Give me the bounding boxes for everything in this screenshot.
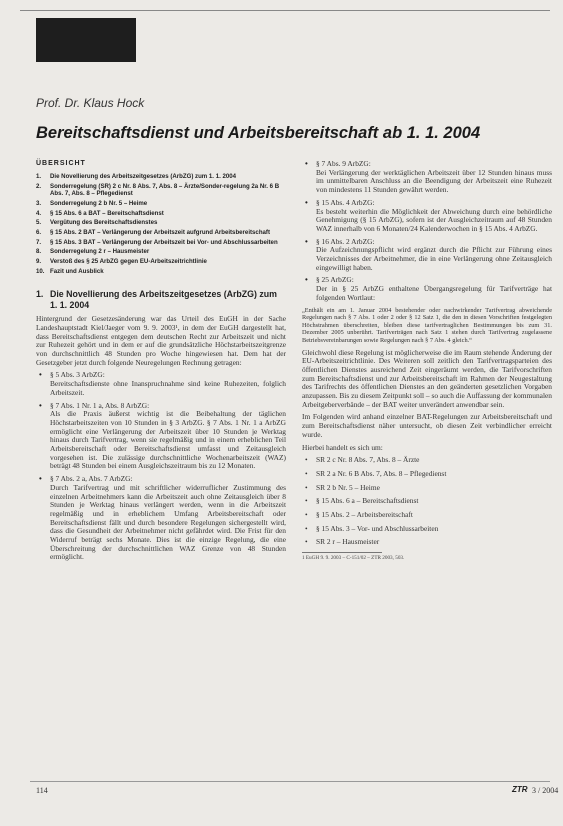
bullet-item: • § 7 Abs. 9 ArbZG: Bei Verlängerung der werktäglichen Arbeitszeit über 12 Stunden hinaus muss im unmittelbaren Anschluss an die Beendigung der Arbeitszeit eine Ruhezeit von mindestens 11 Stunden gewährt werden. xyxy=(305,159,552,195)
block-quote: „Enthält ein am 1. Januar 2004 bestehender oder nachwirkender Tarifvertrag abweichende Regelungen nach § 7 Abs. 1 oder 2 oder § 12 Satz 1, die den in diesen Vorschriften festgelegten Höchstrahmen überschreiten, bleiben diese tarifvertraglichen Bestimmungen bis zum 31. Dezember 2005 unberührt. Tarifverträgen nach Satz 1 stehen durch Tarifvertrag zugelassene Betriebsvereinbarungen sowie Regelungen nach § 7 Abs. 4 gleich.“ xyxy=(302,306,552,344)
section-bullets xyxy=(36,371,286,562)
overview-item: 1. Die Novellierung des Arbeitszeitgesetzes (ArbZG) zum 1. 1. 2004 xyxy=(36,173,237,180)
list-item: • SR 2 c Nr. 8 Abs. 7, Abs. 8 – Ärzte xyxy=(305,455,420,465)
header-black-block xyxy=(36,18,136,62)
overview-item: 10. Fazit und Ausblick xyxy=(36,267,104,275)
right-bullets xyxy=(302,160,552,303)
list-item: • § 15 Abs. 6 a – Bereitschaftsdienst xyxy=(305,496,419,506)
author-name: Prof. Dr. Klaus Hock xyxy=(36,96,145,110)
bullet-item: • § 16 Abs. 2 ArbZG: Die Aufzeichnungspflicht wird ergänzt durch die Pflicht zur Führung eines Verzeichnisses der Arbeitnehmer, die in eine Verlängerung ohne Zeitausgleich eingewilligt haben. xyxy=(305,236,552,272)
journal-logo: ZTR xyxy=(512,785,528,794)
left-column xyxy=(36,160,286,566)
footnote-rule xyxy=(302,552,382,553)
list-item: • SR 2 r – Hausmeister xyxy=(305,537,380,547)
bullet-item: • § 15 Abs. 4 ArbZG: Es besteht weiterhin die Möglichkeit der Abweichung durch eine behördliche Genehmigung (§ 15 ArbZG), sofern ist der Ausgleichzeitraum auf 48 Stunden WAZ innerhalb von 6 Monaten/24 Kalenderwochen in § 15 Abs. 4 ArbZG. xyxy=(305,197,552,233)
overview-item: 4. § 15 Abs. 6 a BAT – Bereitschaftsdienst xyxy=(36,209,164,217)
overview-heading: ÜBERSICHT xyxy=(36,160,86,167)
regulation-list xyxy=(302,456,552,547)
overview-item: 7. § 15 Abs. 3 BAT – Verlängerung der Arbeitszeit bei Vor- und Abschlussarbeiten xyxy=(36,238,278,246)
footnote: 1 EuGH 9. 9. 2003 – C-151/02 – ZTR 2003, 503. xyxy=(302,555,405,562)
overview-item: 8. Sonderregelung 2 r – Hausmeister xyxy=(36,248,150,256)
bullet-item: • § 7 Abs. 1 Nr. 1 a, Abs. 8 ArbZG: Als die Praxis äußerst wichtig ist die Beibehaltung der täglichen Höchstarbeitszeiten von 10 Stunden in § 3 ArbZG. § 7 Abs. 1 Nr. 1 a ArbZG ermöglicht eine Verlängerung der Arbeitszeit über 10 Stunden je Werktag hinaus durch Tarifvertrag, wenn sie regelmäßig und in einem erheblichen Teil Arbeitsbereitschaft oder Bereitschaftsdienst umfasst und Zeitausgleich vorgesehen ist. Die zulässige durchschnittliche Wochenarbeitszeit (WAZ) beträgt 48 Stunden bei einem Ausgleichszeitraum bis zu 12 Monaten. xyxy=(39,400,286,471)
paragraph: Gleichwohl diese Regelung ist möglicherweise die im Raum stehende Änderung der EU-Arbeitszeitrichtlinie. Des Weiteren soll zeitlich den Tarifvertragsparteien des öffentlichen Dienstes ausreichend Zeit eingeräumt werden, die Tarifvorschriften zum Bereitschaftsdienst und zur Arbeitsbereitschaft im Rahmen der Neugestaltung des Tarifrechts des öffentlichen Dienstes an den geänderten gesetzlichen Vorgaben anzupassen. Bis zu diesem Zeitpunkt soll – so auch die Auffassung der kommunalen Arbeitgeberverbände – der BAT weiter unverändert anwendbar sein. xyxy=(302,347,552,409)
overview-list xyxy=(36,173,286,275)
section-heading: 1. Die Novellierung des Arbeitszeitgesetzes (ArbZG) zum 1. 1. 2004 xyxy=(36,289,277,311)
top-rule xyxy=(20,10,550,11)
article-title: Bereitschaftsdienst und Arbeitsbereitschaft ab 1. 1. 2004 xyxy=(36,124,481,142)
right-column xyxy=(302,160,552,561)
list-item: • § 15 Abs. 2 – Arbeitsbereitschaft xyxy=(305,510,413,520)
overview-item: 3. Sonderregelung 2 b Nr. 5 – Heime xyxy=(36,199,148,207)
list-item: • SR 2 b Nr. 5 – Heime xyxy=(305,482,380,492)
bullet-item: • § 5 Abs. 3 ArbZG: Bereitschaftsdienste ohne Inanspruchnahme sind keine Ruhezeiten, folglich Arbeitszeit. xyxy=(39,370,286,397)
section-intro: Hintergrund der Gesetzesänderung war das Urteil des EuGH in der Sache Landeshauptstadt Kiel/Jaeger vom 9. 9. 2003¹, in dem der EuGH dargestellt hat, dass Bereitschaftsdienst entgegen dem deutschen Recht zur Arbeitszeit und nicht zur Ruhezeit gehört und in dem er auf die grundsätzliche Höchstarbeitszeitgrenze von durchschnittlich 48 Stunden pro Woche hingewiesen hat. Dem hat der Gesetzgeber jetzt durch folgende Neuregelungen Rechnung getragen: xyxy=(36,314,286,367)
overview-item: 5. Vergütung des Bereitschaftsdienstes xyxy=(36,219,158,227)
bullet-item: • § 7 Abs. 2 a, Abs. 7 ArbZG: Durch Tarifvertrag und mit schriftlicher widerruflicher Zustimmung des einzelnen Arbeitnehmers kann die Arbeitszeit auch ohne Zeitausgleich über 8 Stunden je Werktag hinaus verlängert werden, wenn in die Arbeitszeit regelmäßig und in erheblichem Umfang Arbeitsbereitschaft oder Bereitschaftsdienst fällt und durch besondere Regelungen sichergestellt wird, dass die Gesundheit der Arbeitnehmer nicht gefährdet wird. Die Frist für den Widerruf beträgt sechs Monate. Dies ist die einzige Regelung, die eine Überschreitung der durchschnittlichen WAZ Grenze von 48 Stunden ermöglicht. xyxy=(39,474,286,562)
footer-rule xyxy=(30,781,550,782)
overview-item: 9. Verstoß des § 25 ArbZG gegen EU-Arbeitszeitrichtlinie xyxy=(36,258,207,265)
overview-item: 2. Sonderregelung (SR) 2 c Nr. 8 Abs. 7, Abs. 8 – Ärzte/Sonder-regelung 2a Nr. 6 B Abs. 7, Abs. 8 – Pflegedienst xyxy=(36,182,280,198)
list-item: • SR 2 a Nr. 6 B Abs. 7, Abs. 8 – Pflegedienst xyxy=(305,468,447,478)
issue-number: 3 / 2004 xyxy=(532,786,559,795)
paragraph: Im Folgenden wird anhand einzelner BAT-Regelungen zur Arbeitsbereitschaft und zum Bereitschaftsdienst näher untersucht, ob diesen Zeit verbindlicher erreicht wurde. xyxy=(302,412,552,439)
overview-item: 6. § 15 Abs. 2 BAT – Verlängerung der Arbeitszeit aufgrund Arbeitsbereitschaft xyxy=(36,228,270,236)
paragraph: Hierbei handelt es sich um: xyxy=(302,442,383,452)
list-item: • § 15 Abs. 3 – Vor- und Abschlussarbeiten xyxy=(305,523,439,533)
page-number: 114 xyxy=(36,786,48,795)
bullet-item: • § 25 ArbZG: Der in § 25 ArbZG enthaltene Übergangsregelung für Tarifverträge hat folgenden Wortlaut: xyxy=(305,275,552,302)
